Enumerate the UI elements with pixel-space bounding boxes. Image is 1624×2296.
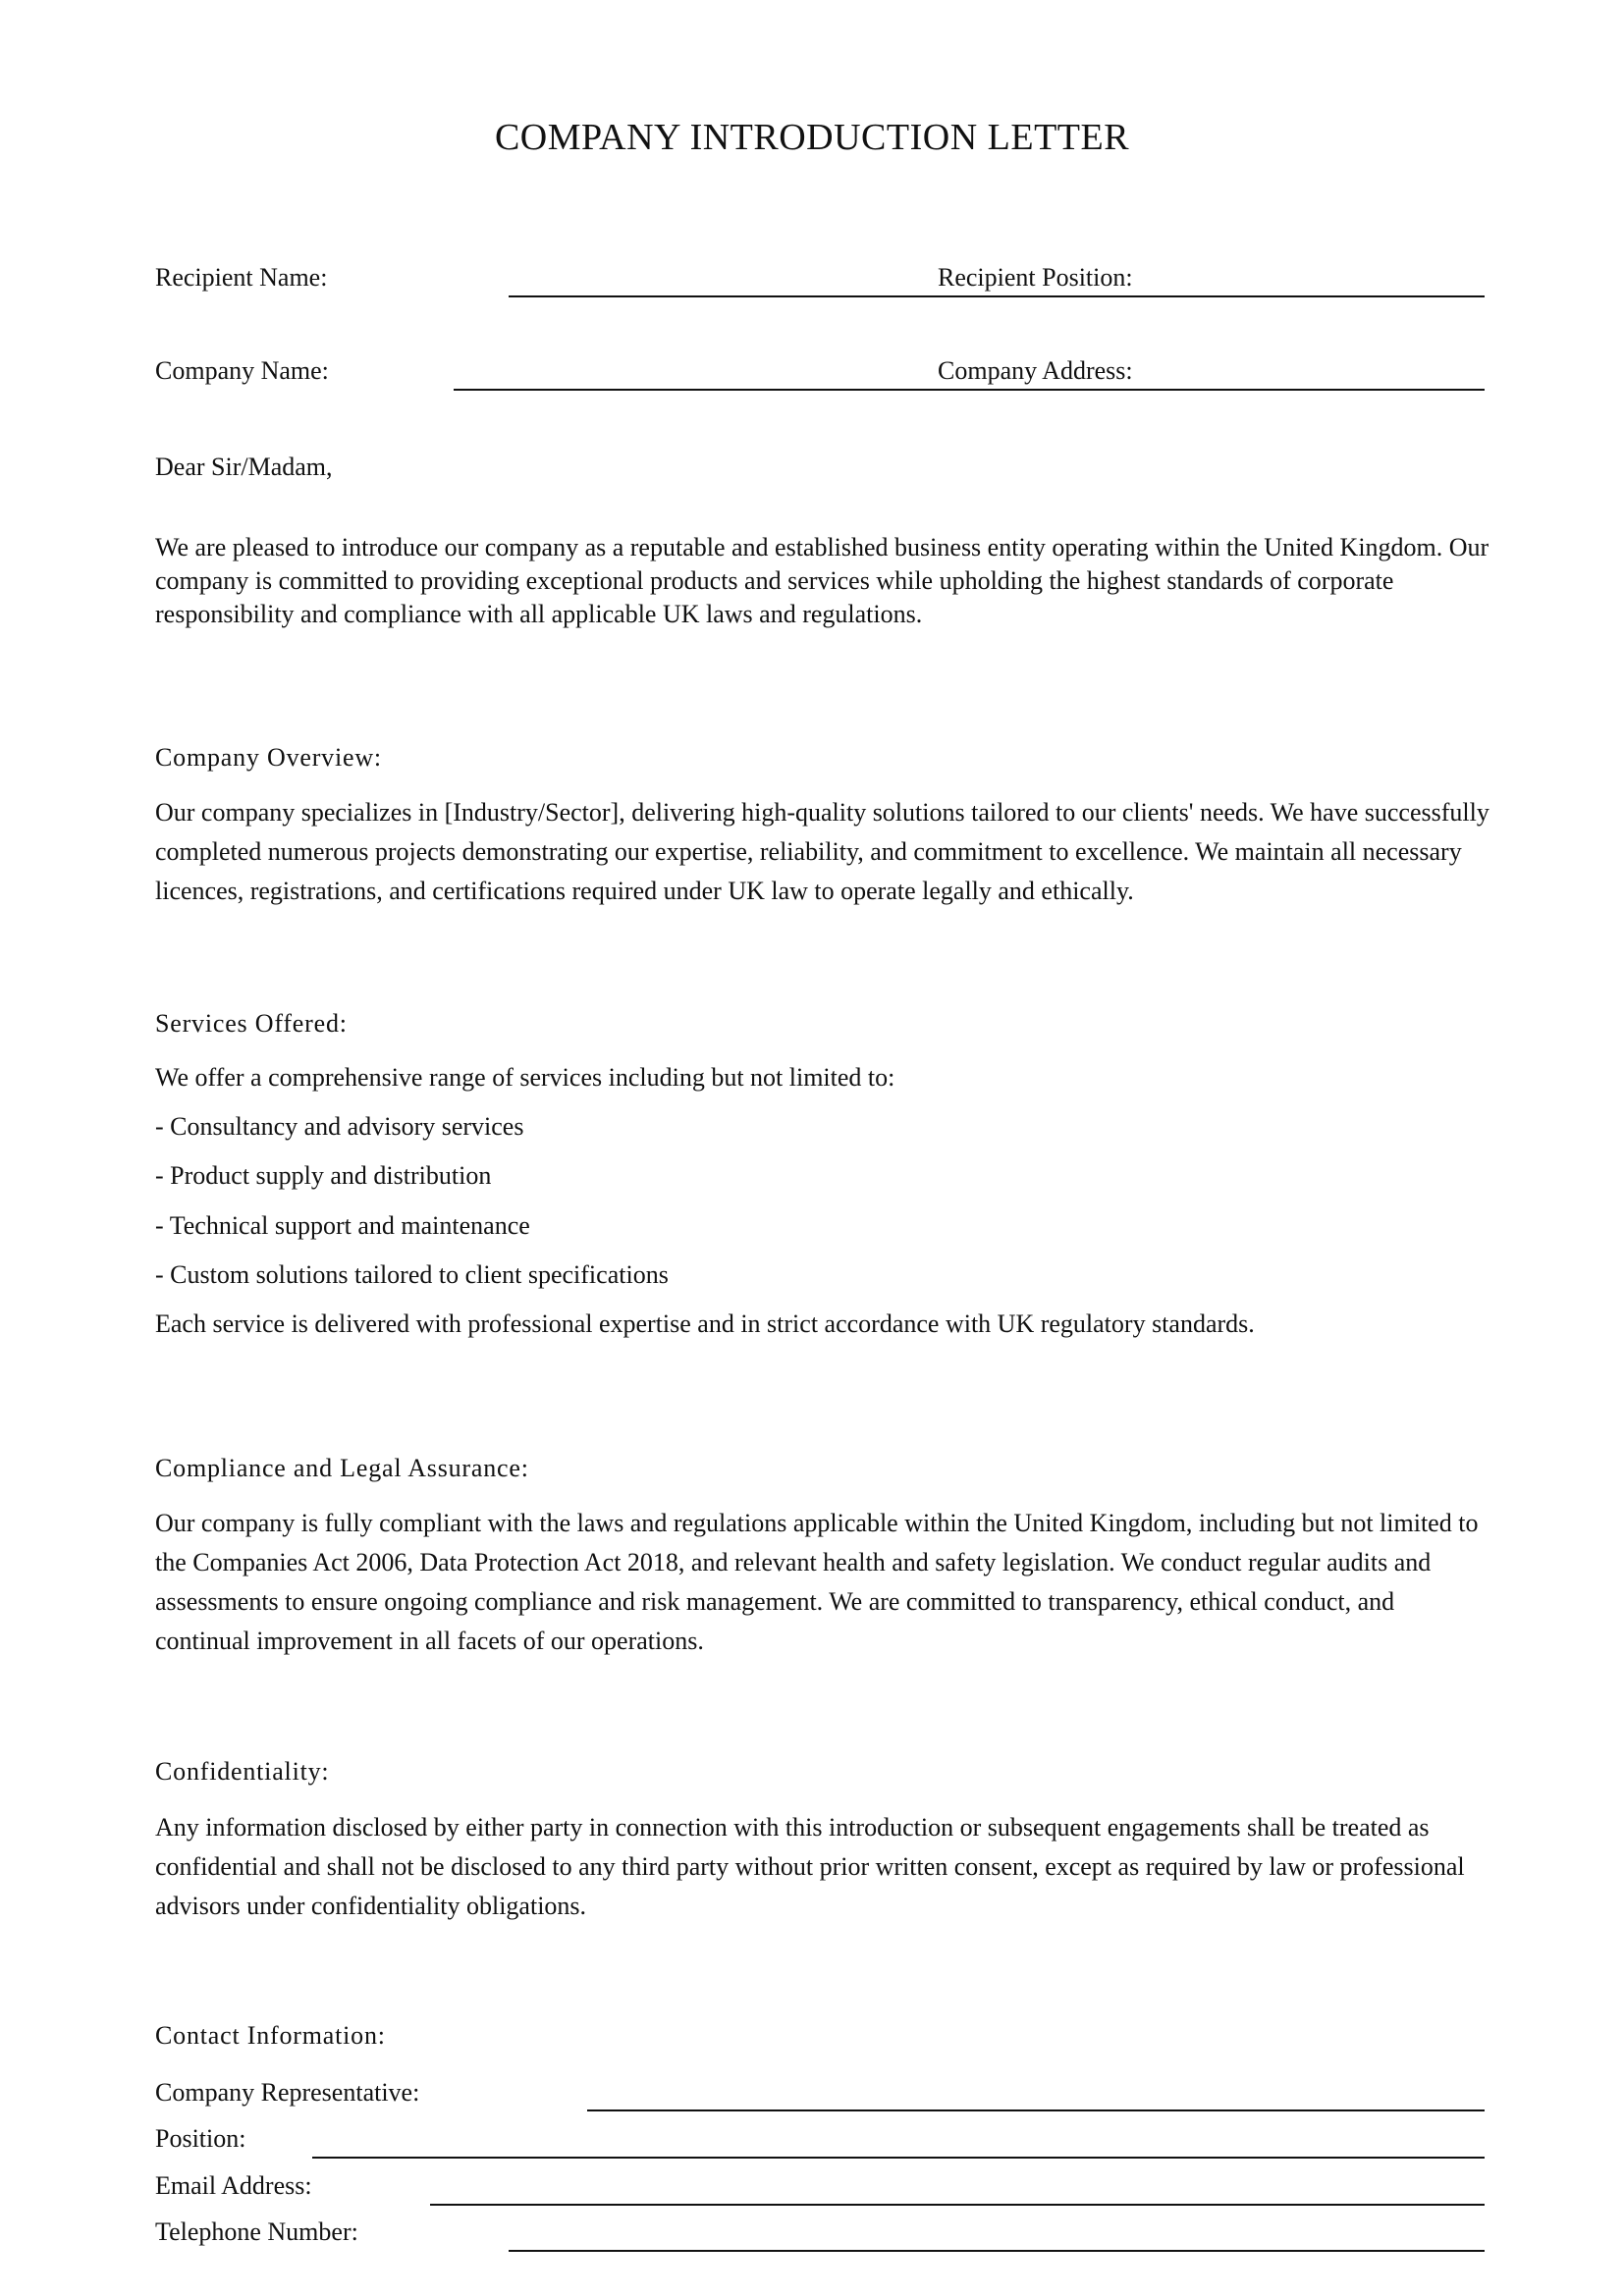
compliance-heading: Compliance and Legal Assurance: [155,1454,529,1482]
confidentiality-heading: Confidentiality: [155,1757,330,1786]
intro-paragraph: We are pleased to introduce our company as a reputable and established business entity operating within the United Kingdom. Our company is committed to providing exceptional products and services while upholding the highest standards of corporate responsibility and compliance with all applicable UK laws and regulations. [155,533,1489,628]
services-heading: Services Offered: [155,1009,348,1038]
email-label: Email Address: [155,2171,312,2200]
salutation: Dear Sir/Madam, [155,453,333,481]
recipient-name-label: Recipient Name: [155,263,328,292]
telephone-line[interactable] [509,2250,1485,2252]
services-closing: Each service is delivered with professional expertise and in strict accordance with UK regulatory standards. [155,1309,1255,1338]
services-list-item: - Technical support and maintenance [155,1211,530,1240]
email-line[interactable] [430,2204,1485,2206]
representative-label: Company Representative: [155,2078,420,2107]
position-label: Position: [155,2124,246,2153]
document-title: COMPANY INTRODUCTION LETTER [494,117,1130,158]
overview-paragraph: Our company specializes in [Industry/Sector], delivering high-quality solutions tailored to our clients' needs. We have successfully completed numerous projects demonstrating our expertise, reliability, and commitment to excellence. We maintain all necessary licences, registrations, and certifications required under UK law to operate legally and ethically. [155,798,1489,905]
company-name-label: Company Name: [155,356,329,385]
overview-heading: Company Overview: [155,743,382,772]
recipient-position-label: Recipient Position: [938,263,1133,292]
representative-line[interactable] [587,2109,1485,2111]
telephone-label: Telephone Number: [155,2217,358,2246]
recipient-name-line[interactable] [509,295,1485,297]
company-name-line[interactable] [454,389,1485,391]
contact-heading: Contact Information: [155,2021,386,2050]
services-list-item: - Product supply and distribution [155,1161,492,1190]
services-list-item: - Consultancy and advisory services [155,1112,524,1141]
services-list-item: - Custom solutions tailored to client specifications [155,1260,669,1289]
services-intro: We offer a comprehensive range of services including but not limited to: [155,1063,895,1092]
compliance-paragraph: Our company is fully compliant with the laws and regulations applicable within the United Kingdom, including but not limited to the Companies Act 2006, Data Protection Act 2018, and relevant health and safety legislation. We conduct regular audits and assessments to ensure ongoing compliance and risk management. We are committed to transparency, ethical conduct, and continual improvement in all facets of our operations. [155,1509,1479,1655]
confidentiality-paragraph: Any information disclosed by either party in connection with this introduction or subsequent engagements shall be treated as confidential and shall not be disclosed to any third party without prior written consent, except as required by law or professional advisors under confidentiality obligations. [155,1813,1465,1920]
company-address-label: Company Address: [938,356,1133,385]
position-line[interactable] [312,2157,1485,2159]
